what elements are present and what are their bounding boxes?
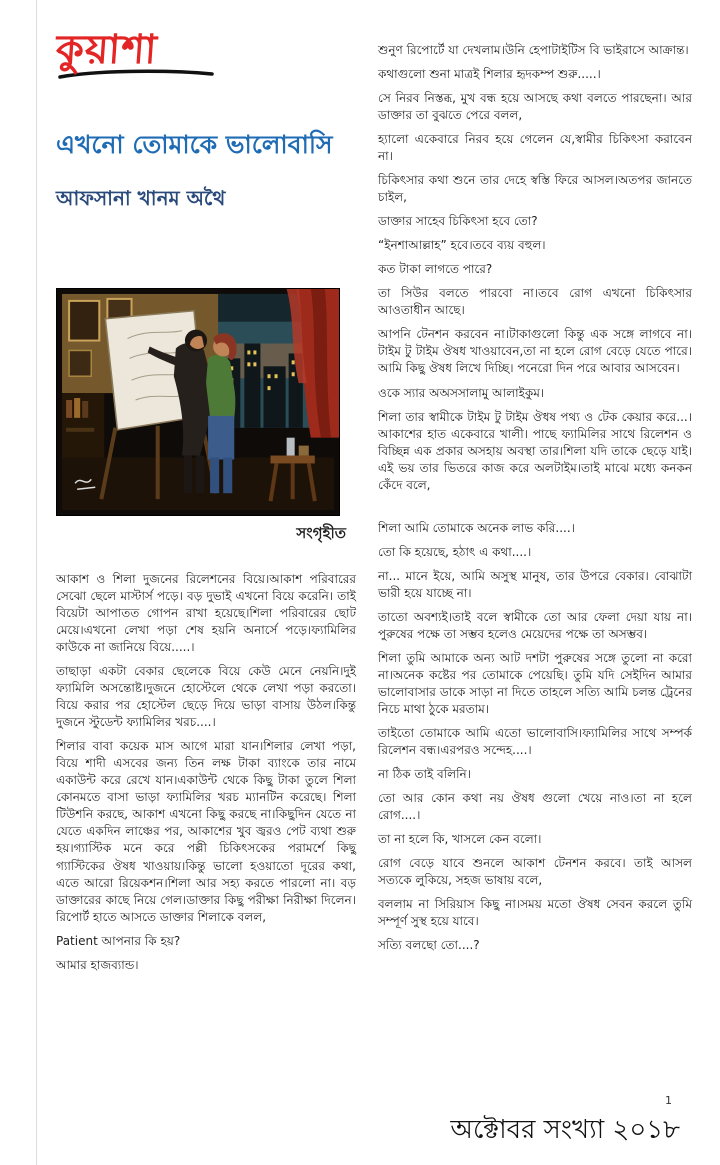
magazine-logo-text: কুয়াশা xyxy=(54,27,160,73)
story-paragraph: তো আর কোন কথা নয় ঔষধ গুলো খেয়ে নাও।তা না হলে রোগ....। xyxy=(378,791,692,823)
magazine-logo xyxy=(56,28,356,80)
story-paragraph: বললাম না সিরিয়াস কিছু না।সময় মতো ঔষধ সেবন করলে তুমি সম্পূর্ণ সুস্থ হয়ে যাবে। xyxy=(378,897,692,929)
story-paragraph: রোগ বেড়ে যাবে শুনলে আকাশ টেনশন করবে। তাই আসল সত্যকে লুকিয়ে, সহজ ভাষায় বলে, xyxy=(378,856,692,888)
story-paragraph: তো কি হয়েছে, হঠাৎ এ কথা....। xyxy=(378,544,532,559)
story-paragraph: শিলার বাবা কয়েক মাস আগে মারা যান।শিলার লেখা পড়া, বিয়ে শাদী এসবের জন্য তিন লক্ষ টাকা ব্যাংকে তার নামে একাউন্ট করে রেখে যান।একাউন্ট থেকে কিছু টাকা তুলে শিলা কোনমতে বাসা ভাড়া ফ্যামিলির খরচ ম্যানটিন করেছে। শিলা টিউশনি করছে, আকাশ এখনো কিছু করছে না।কিছুদিন যেতে না যেতে একদিন লাঞ্চের পর, আকাশের খুব জ্বরও পেট ব্যথা শুরু হয়।গ্যাস্টিক মনে করে পল্লী চিকিৎসকের পরামর্শে কিছু গ্যাস্টিকের ঔষধ খাওয়ায়।কিন্তু ভালো হওয়াতো দূরের কথা, এতে আরো রিয়েকশন।শিলা আর সহ্য করতে পারলো না। বড় ডাক্তারের কাছে নিয়ে গেল।ডাক্তার কিছু পরীক্ষা নিরীক্ষা দিলেন।রিপোর্ট হাতে আসতে ডাক্তার শিলাকে বলল, xyxy=(56,739,356,924)
illustration-caption: সংগৃহীত xyxy=(296,524,346,542)
painting-couple-easel-illustration xyxy=(57,289,339,515)
story-paragraph: তা না হলে কি, খাসলে কেন বলো। xyxy=(378,832,542,847)
story-paragraph: শুনুণ রিপোর্টে যা দেখলাম।উনি হেপাটাইটিস বি ভাইরাসে আক্রান্ত। xyxy=(378,43,689,57)
story-paragraph: ওকে স্যার অঅসসালামু আলাইকুম। xyxy=(378,385,545,400)
story-paragraph: হ্যালো একেবারে নিরব হয়ে গেলেন যে,স্বামীর চিকিৎসা করাবেন না। xyxy=(378,132,692,164)
story-paragraph: কথাগুলো শুনা মাত্রই শিলার হৃদকম্প শুরু.....। xyxy=(378,67,601,82)
story-paragraph: সত্যি বলছো তো....? xyxy=(378,938,480,953)
story-paragraph: কত টাকা লাগতে পারে? xyxy=(378,262,493,277)
story-paragraph: ডাক্তার সাহেব চিকিৎসা হবে তো? xyxy=(378,214,538,229)
story-paragraph: তাছাড়া একটা বেকার ছেলেকে বিয়ে কেউ মেনে নেয়নি।দুই ফ্যামিলি অসন্তোষ্ট।দুজনে হোস্টেলে থেকে লেখা পড়া করতো।বিয়ে করার পর হোস্টেল ছেড়ে দিয়ে ভাড়া বাসায় উঠল।কিন্তু দুজনে স্টুডেন্ট ফ্যামিলির খরচ....। xyxy=(56,664,356,730)
issue-label: অক্টোবর সংখ্যা ২০১৮ xyxy=(450,1115,680,1145)
story-paragraph: তাইতো তোমাকে আমি এতো ভালোবাসি।ফ্যামিলির সাথে সম্পর্ক রিলেশন বন্ধ।এরপরও সন্দেহ....। xyxy=(378,726,692,758)
story-paragraph: আমার হাজব্যান্ড। xyxy=(56,957,139,972)
story-paragraph: আপনি টেনশন করবেন না।টাকাগুলো কিন্তু এক সঙ্গে লাগবে না।টাইম টু টাইম ঔষধ খাওয়াবেন,তা না হলে রোগ বেড়ে যেতে পারে। আমি কিছু ঔষধ লিখে দিচ্ছি। পনেরো দিন পরে আবার আসবেন। xyxy=(378,327,692,376)
story-paragraph: শিলা তুমি আমাকে অন্য আট দশটা পুরুষের সঙ্গে তুলো না করো না।অনেক কষ্টের পর তোমাকে পেয়েছি। তুমি যদি সেইদিন আমার ভালোবাসার ডাকে সাড়া না দিতে তাহলে সত্যি আমি চলন্ত ট্রেনের নিচে মাথা ঠুকে মরতাম। xyxy=(378,650,692,716)
story-title: এখনো তোমাকে ভালোবাসি xyxy=(56,130,333,159)
story-author: আফসানা খানম অথৈ xyxy=(56,186,226,210)
story-paragraph: Patient আপনার কি হয়? xyxy=(56,933,181,948)
story-paragraph: সে নিরব নিস্তব্ধ, মুখ বন্ধ হয়ে আসছে কথা বলতে পারছেনা। আর ডাক্তার তা বুঝতে পেরে বলল, xyxy=(378,91,692,123)
right-column xyxy=(378,42,692,961)
story-paragraph: তা সিউর বলতে পারবো না।তবে রোগ এখনো চিকিৎসার আওতাধীন আছে। xyxy=(378,286,692,318)
story-illustration xyxy=(56,288,340,516)
left-column-text xyxy=(56,571,356,974)
story-paragraph: না ঠিক তাই বলিনি। xyxy=(378,767,471,782)
page-left-rule xyxy=(36,0,37,1165)
story-paragraph: না... মানে ইয়ে, আমি অসুস্থ মানুষ, তার উপরে বেকার। বোঝাটা ভারী হয়ে যাচ্ছে না। xyxy=(378,568,692,600)
page-number: 1 xyxy=(665,1094,672,1107)
story-paragraph: “ইনশাআল্লাহ” হবে।তবে ব্যয় বহুল। xyxy=(378,238,546,253)
story-paragraph: শিলা তার স্বামীকে টাইম টু টাইম ঔধষ পথ্য ও টেক কেয়ার করে...। আকাশের হাত একেবারে খালী। পাছে ফ্যামিলির সাথে রিলেশন ও বিচ্ছিন্ন এক প্রকার অসহায় অবস্থা তার।শিলা যদি তাকে ছেড়ে যাই।এই ভয় তার ভিতরে কাজ করে অলটাইম।তাই মাঝে মধ্যে কনকন কেঁদে বলে, xyxy=(378,409,692,492)
story-paragraph: আকাশ ও শিলা দুজনের রিলেশনের বিয়ে।আকাশ পরিবারের সেঝো ছেলে মাস্টার্স পড়ে। বড় দুভাই এখনো বিয়ে করেনি। তাই বিয়েটা আপাতত গোপন রাখা হয়েছে।শিলা পরিবারের ছোট মেয়ে।এখনো লেখা পড়া শেষ হয়নি অনার্সে পড়ে।ফ্যামিলির কাউকে না জানিয়ে বিয়ে.....। xyxy=(56,572,356,655)
story-paragraph: শিলা আমি তোমাকে অনেক লাভ করি....। xyxy=(378,520,575,535)
left-column xyxy=(56,28,356,981)
story-paragraph: চিকিৎসার কথা শুনে তার দেহে স্বস্তি ফিরে আসল।অতপর জানতে চাইল, xyxy=(378,173,692,205)
story-paragraph: তাতো অবশ্যই।তাই বলে স্বামীকে তো আর ফেলা দেয়া যায় না। পুরুষের পক্ষে তা সম্ভব হলেও মেয়েদের পক্ষে তা অসম্ভব। xyxy=(378,609,692,641)
